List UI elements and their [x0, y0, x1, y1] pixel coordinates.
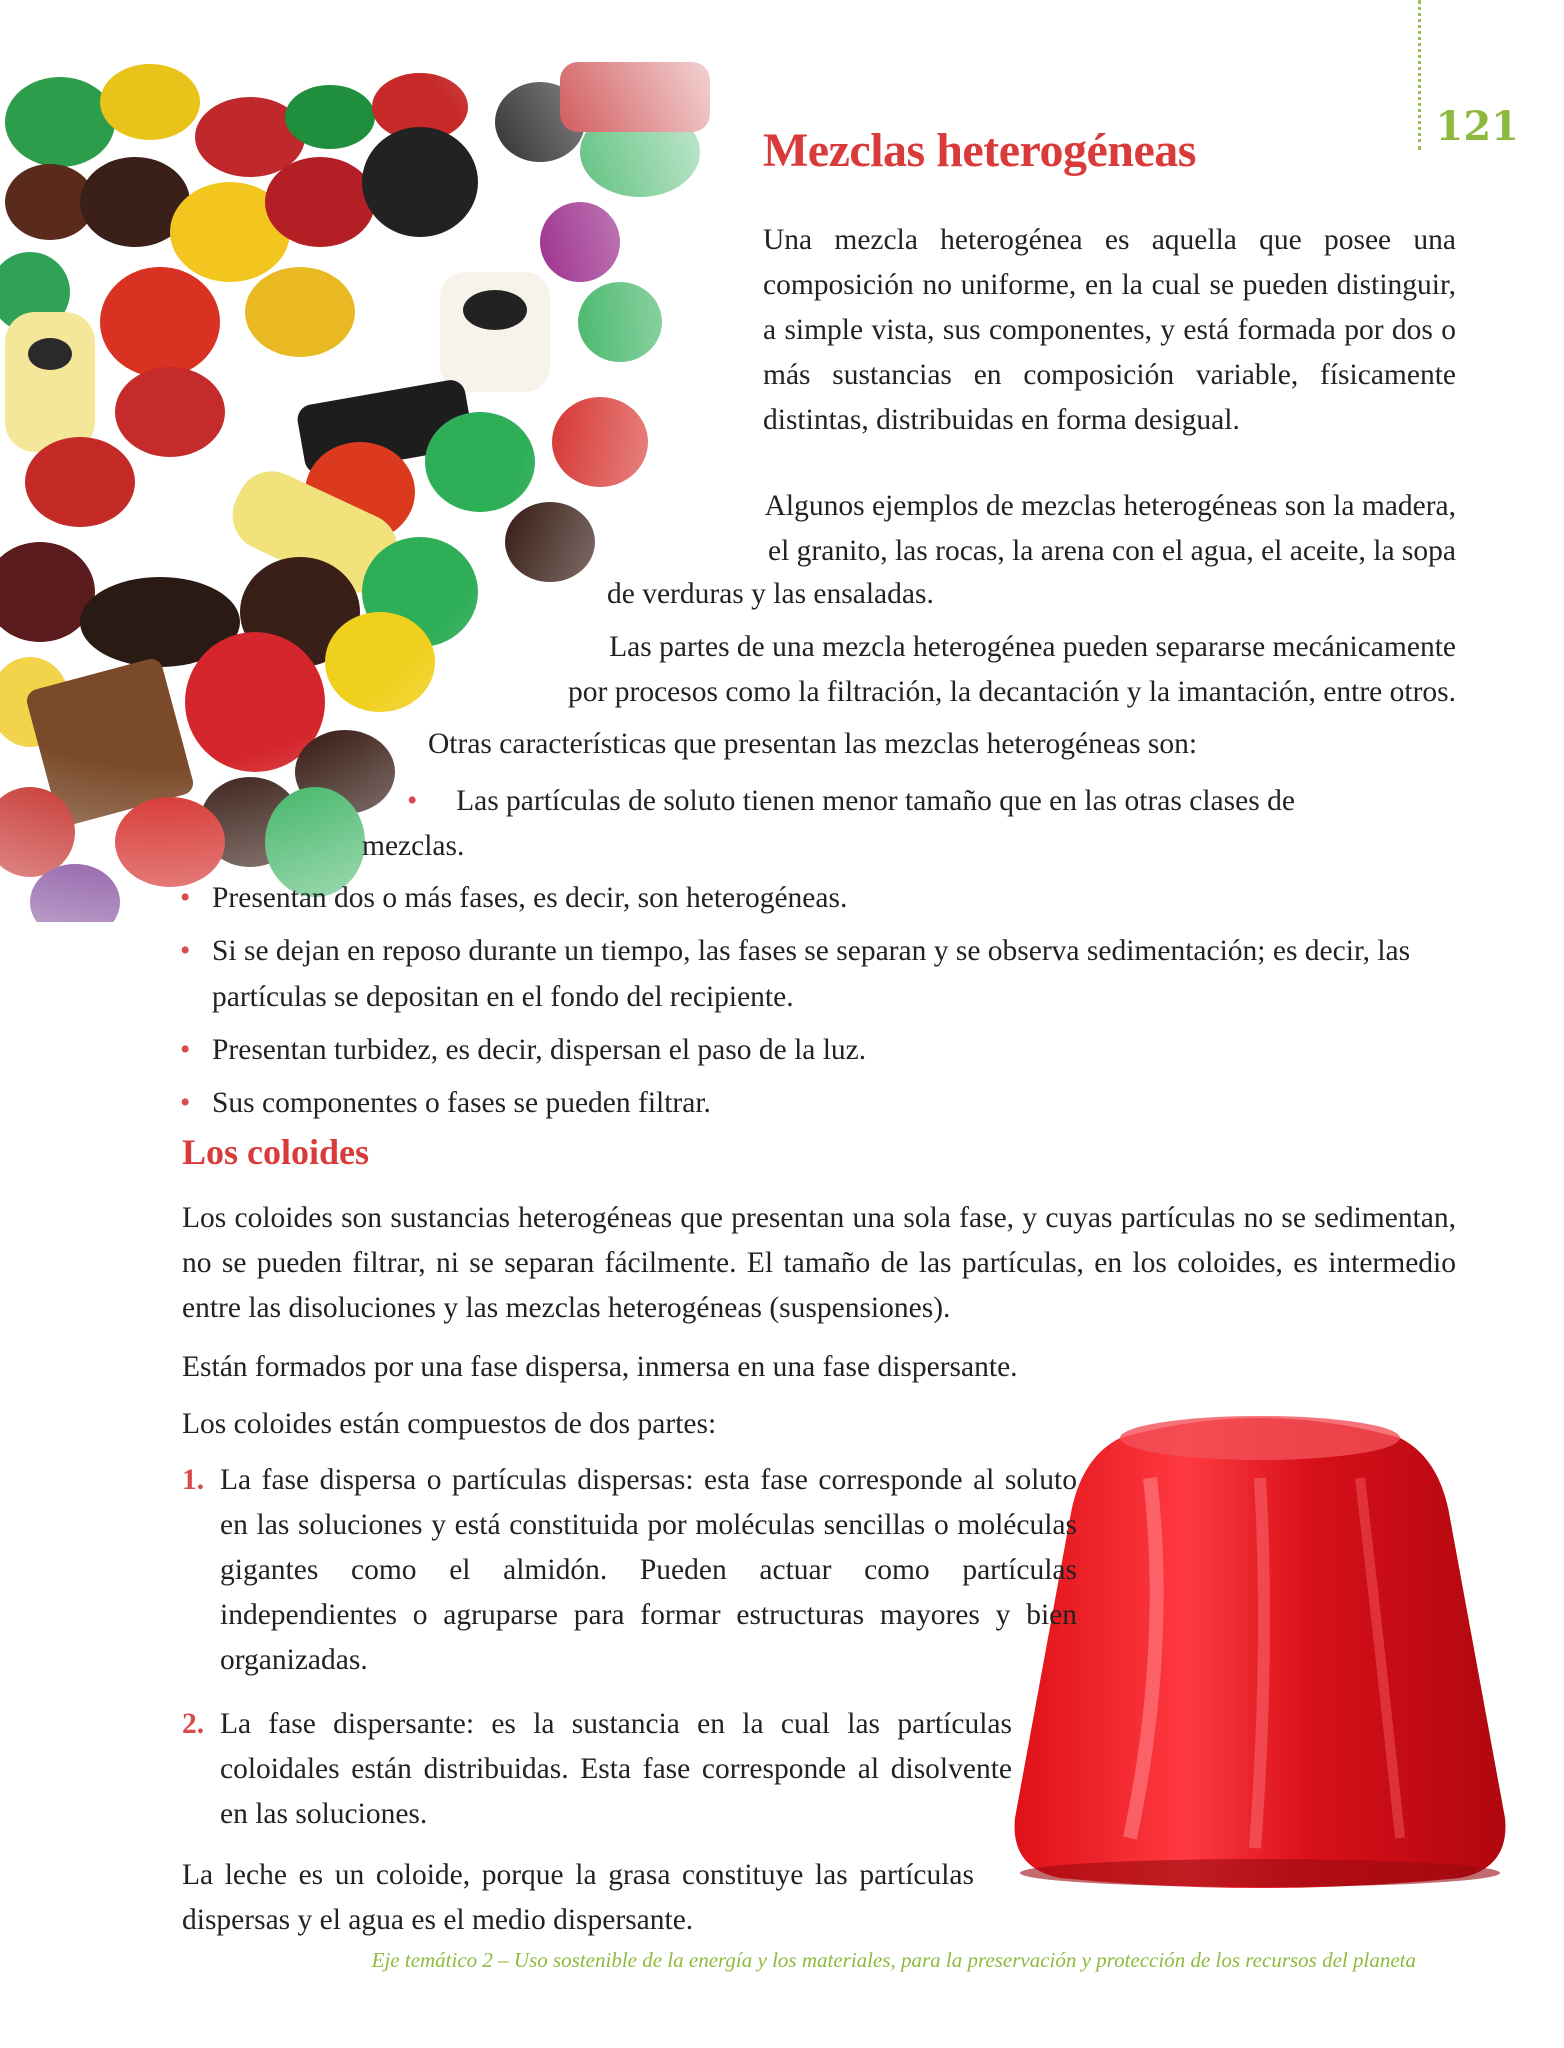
examples-line-1: Algunos ejemplos de mezclas heterogéneas son la madera,	[764, 490, 1456, 522]
bullet-marker: •	[407, 785, 418, 817]
bullet-first-continuation: mezclas.	[362, 830, 465, 862]
bullet-first	[407, 779, 1456, 824]
coloides-parts-item-2	[182, 1702, 1012, 1837]
coloides-paragraph-1: Los coloides son sustancias heterogéneas que presentan una sola fase, y cuyas partículas no se sedimentan, no se pueden filtrar, ni se separan fácilmente. El tamaño de las partículas, en los coloides, es intermedio entre las disoluciones y las mezclas heterogéneas (suspensiones).	[182, 1202, 1456, 1324]
margin-dotted-rule	[1418, 0, 1421, 150]
bullet-marker: •	[180, 1087, 191, 1119]
examples-line-3: de verduras y las ensaladas.	[607, 578, 934, 610]
coloides-paragraph-4: La leche es un coloide, porque la grasa constituye las partículas dispersas y el agua es el medio dispersante.	[182, 1859, 974, 1936]
separation-line-1: Las partes de una mezcla heterogénea pueden separarse mecánicamente	[609, 631, 1456, 663]
intro-paragraph: Una mezcla heterogénea es aquella que posee una composición no uniforme, en la cual se pueden distinguir, a simple vista, sus componentes, y está formada por dos o más sustancias en composición variable, físicamente distintas, distribuidas en forma desigual.	[763, 224, 1456, 436]
feature-bullet-list	[180, 875, 1456, 1133]
list-item: • Sus componentes o fases se pueden filtrar.	[180, 1080, 1456, 1126]
red-gelatin-photo	[1000, 1398, 1520, 1898]
separation-line-2: por procesos como la filtración, la decantación y la imantación, entre otros.	[568, 676, 1456, 708]
bullet-marker: •	[180, 1034, 191, 1066]
section-title: Mezclas heterogéneas	[763, 124, 1196, 177]
coloides-paragraph-3: Los coloides están compuestos de dos partes:	[182, 1408, 717, 1440]
page-footer: Eje temático 2 – Uso sostenible de la energía y los materiales, para la preservación y protección de los recursos del planeta	[371, 1948, 1416, 1972]
list-item: • Presentan dos o más fases, es decir, son heterogéneas.	[180, 875, 1456, 921]
list-item: • Si se dejan en reposo durante un tiempo, las fases se separan y se observa sedimentación; es decir, las partículas se depositan en el fondo del recipiente.	[180, 928, 1456, 1020]
list-item: • Presentan turbidez, es decir, dispersan el paso de la luz.	[180, 1027, 1456, 1073]
bullet-first-text: Las partículas de soluto tienen menor tamaño que en las otras clases de	[456, 785, 1295, 817]
bullet-marker: •	[180, 935, 191, 967]
list-item: 2. La fase dispersante: es la sustancia en la cual las partículas coloidales están distribuidas. Esta fase corresponde al disolvente en las soluciones.	[182, 1708, 1012, 1830]
coloides-title: Los coloides	[182, 1132, 370, 1172]
other-features-intro: Otras características que presentan las mezclas heterogéneas son:	[428, 728, 1198, 760]
coloides-paragraph-2: Están formados por una fase dispersa, inmersa en una fase dispersante.	[182, 1351, 1018, 1383]
bullet-marker: •	[180, 882, 191, 914]
page-number: 121	[1435, 103, 1519, 150]
coloides-parts-item-1	[182, 1458, 1077, 1683]
examples-line-2: el granito, las rocas, la arena con el agua, el aceite, la sopa	[768, 535, 1456, 567]
list-item: 1. La fase dispersa o partículas dispersas: esta fase corresponde al soluto en las soluciones y está constituida por moléculas sencillas o moléculas gigantes como el almidón. Pueden actuar como partículas independientes o agruparse para formar estructuras mayores y bien organizadas.	[182, 1464, 1077, 1676]
